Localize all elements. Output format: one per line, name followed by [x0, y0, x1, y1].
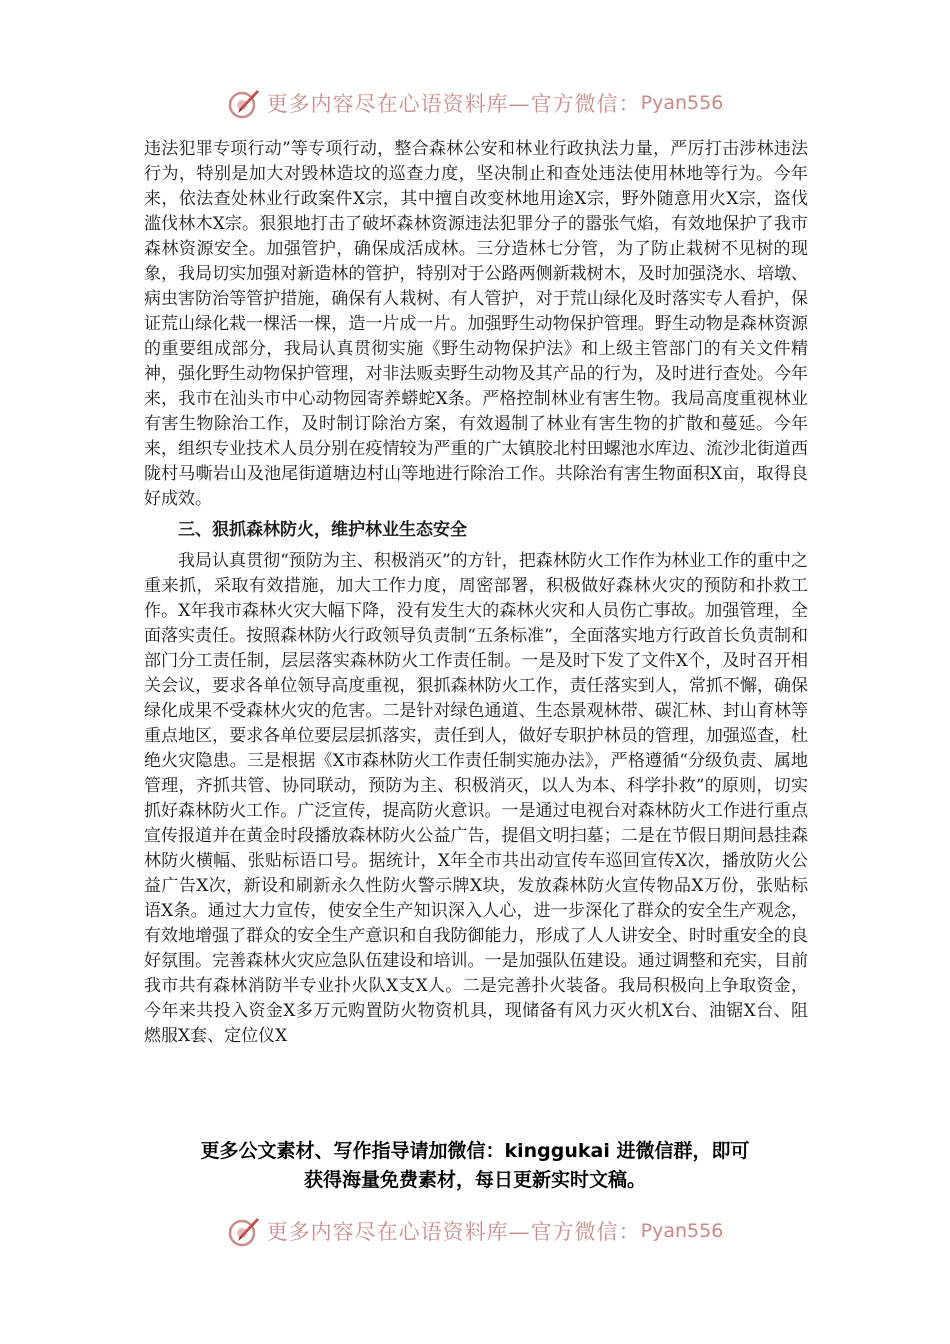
watermark-wechat-id: Pyan556 [640, 92, 724, 114]
watermark-wechat-id: Pyan556 [640, 1220, 724, 1242]
watermark-text: 更多内容尽在心语资料库—官方微信： [266, 92, 641, 116]
watermark-text: 更多内容尽在心语资料库—官方微信： [266, 1220, 641, 1244]
document-body [144, 137, 808, 1049]
pen-logo-icon [227, 1214, 261, 1248]
pen-logo-icon [227, 86, 261, 120]
continued-paragraph: 违法犯罪专项行动”等专项行动，整合森林公安和林业行政执法力量，严厉打击涉林违法行为，特别是加大对毁林造坟的巡查力度，坚决制止和查处违法使用林地等行为。今年来，依法查处林业行政案件X宗，其中擅自改变林地用途X宗，野外随意用火X宗，盗伐滥伐林木X宗。狠狠地打击了破坏森林资源违法犯罪分子的嚣张气焰，有效地保护了我市森林资源安全。加强管护，确保成活成林。三分造林七分管，为了防止栽树不见树的现象，我局切实加强对新造林的管护，特别对于公路两侧新栽树木，及时加强浇水、培墩、病虫害防治等管护措施，确保有人栽树、有人管护，对于荒山绿化及时落实专人看护，保证荒山绿化栽一棵活一棵，造一片成一片。加强野生动物保护管理。野生动物是森林资源的重要组成部分，我局认真贯彻实施《野生动物保护法》和上级主管部门的有关文件精神，强化野生动物保护管理，对非法贩卖野生动物及其产品的行为，及时进行查处。今年来，我市在汕头市中心动物园寄养蟒蛇X条。严格控制林业有害生物。我局高度重视林业有害生物除治工作，及时制订除治方案，有效遏制了林业有害生物的扩散和蔓延。今年来，组织专业技术人员分别在疫情较为严重的广太镇胶北村田螺池水库边、流沙北街道西陇村马嘶岩山及池尾街道塘边村山等地进行除治工作。共除治有害生物面积X亩，取得良好成效。 [144, 139, 808, 509]
promo-banner [130, 1137, 820, 1195]
section-3-paragraph: 我局认真贯彻“预防为主、积极消灭”的方针，把森林防火工作作为林业工作的重中之重来抓，采取有效措施，加大工作力度，周密部署，积极做好森林火灾的预防和扑救工作。X年我市森林火灾大幅下降，没有发生大的森林火灾和人员伤亡事故。加强管理，全面落实责任。按照森林防火行政领导负责制“五条标准”，全面落实地方行政首长负责制和部门分工责任制，层层落实森林防火工作责任制。一是及时下发了文件X个，及时召开相关会议，要求各单位领导高度重视，狠抓森林防火工作，责任落实到人，常抓不懈，确保绿化成果不受森林火灾的危害。二是针对绿色通道、生态景观林带、碳汇林、封山育林等重点地区，要求各单位要层层抓落实，责任到人，做好专职护林员的管理，加强巡查，杜绝火灾隐患。三是根据《X市森林防火工作责任制实施办法》，严格遵循“分级负责、属地管理，齐抓共管、协同联动，预防为主、积极消灭，以人为本、科学扑救”的原则，切实抓好森林防火工作。广泛宣传，提高防火意识。一是通过电视台对森林防火工作进行重点宣传报道并在黄金时段播放森林防火公益广告，提倡文明扫墓；二是在节假日期间悬挂森林防火横幅、张贴标语口号。据统计，X年全市共出动宣传车巡回宣传X次，播放防火公益广告X次，新设和刷新永久性防火警示牌X块，发放森林防火宣传物品X万份，张贴标语X条。通过大力宣传，使安全生产知识深入人心，进一步深化了群众的安全生产观念，有效地增强了群众的安全生产意识和自我防御能力，形成了人人讲安全、时时重安全的良好氛围。完善森林火灾应急队伍建设和培训。一是加强队伍建设。通过调整和充实，目前我市共有森林消防半专业扑火队X支X人。二是完善扑火装备。我局积极向上争取资金，今年来共投入资金X多万元购置防火物资机具，现储备有风力灭火机X台、油锯X台、阻燃服X套、定位仪X [144, 551, 808, 1046]
promo-line-1: 更多公文素材、写作指导请加微信：kinggukai 进微信群，即可 [200, 1140, 750, 1162]
header-watermark [0, 86, 950, 120]
promo-line-2: 获得海量免费素材，每日更新实时文稿。 [303, 1169, 646, 1191]
footer-watermark [0, 1214, 950, 1248]
section-3-heading: 三、狠抓森林防火，维护林业生态安全 [178, 520, 467, 540]
